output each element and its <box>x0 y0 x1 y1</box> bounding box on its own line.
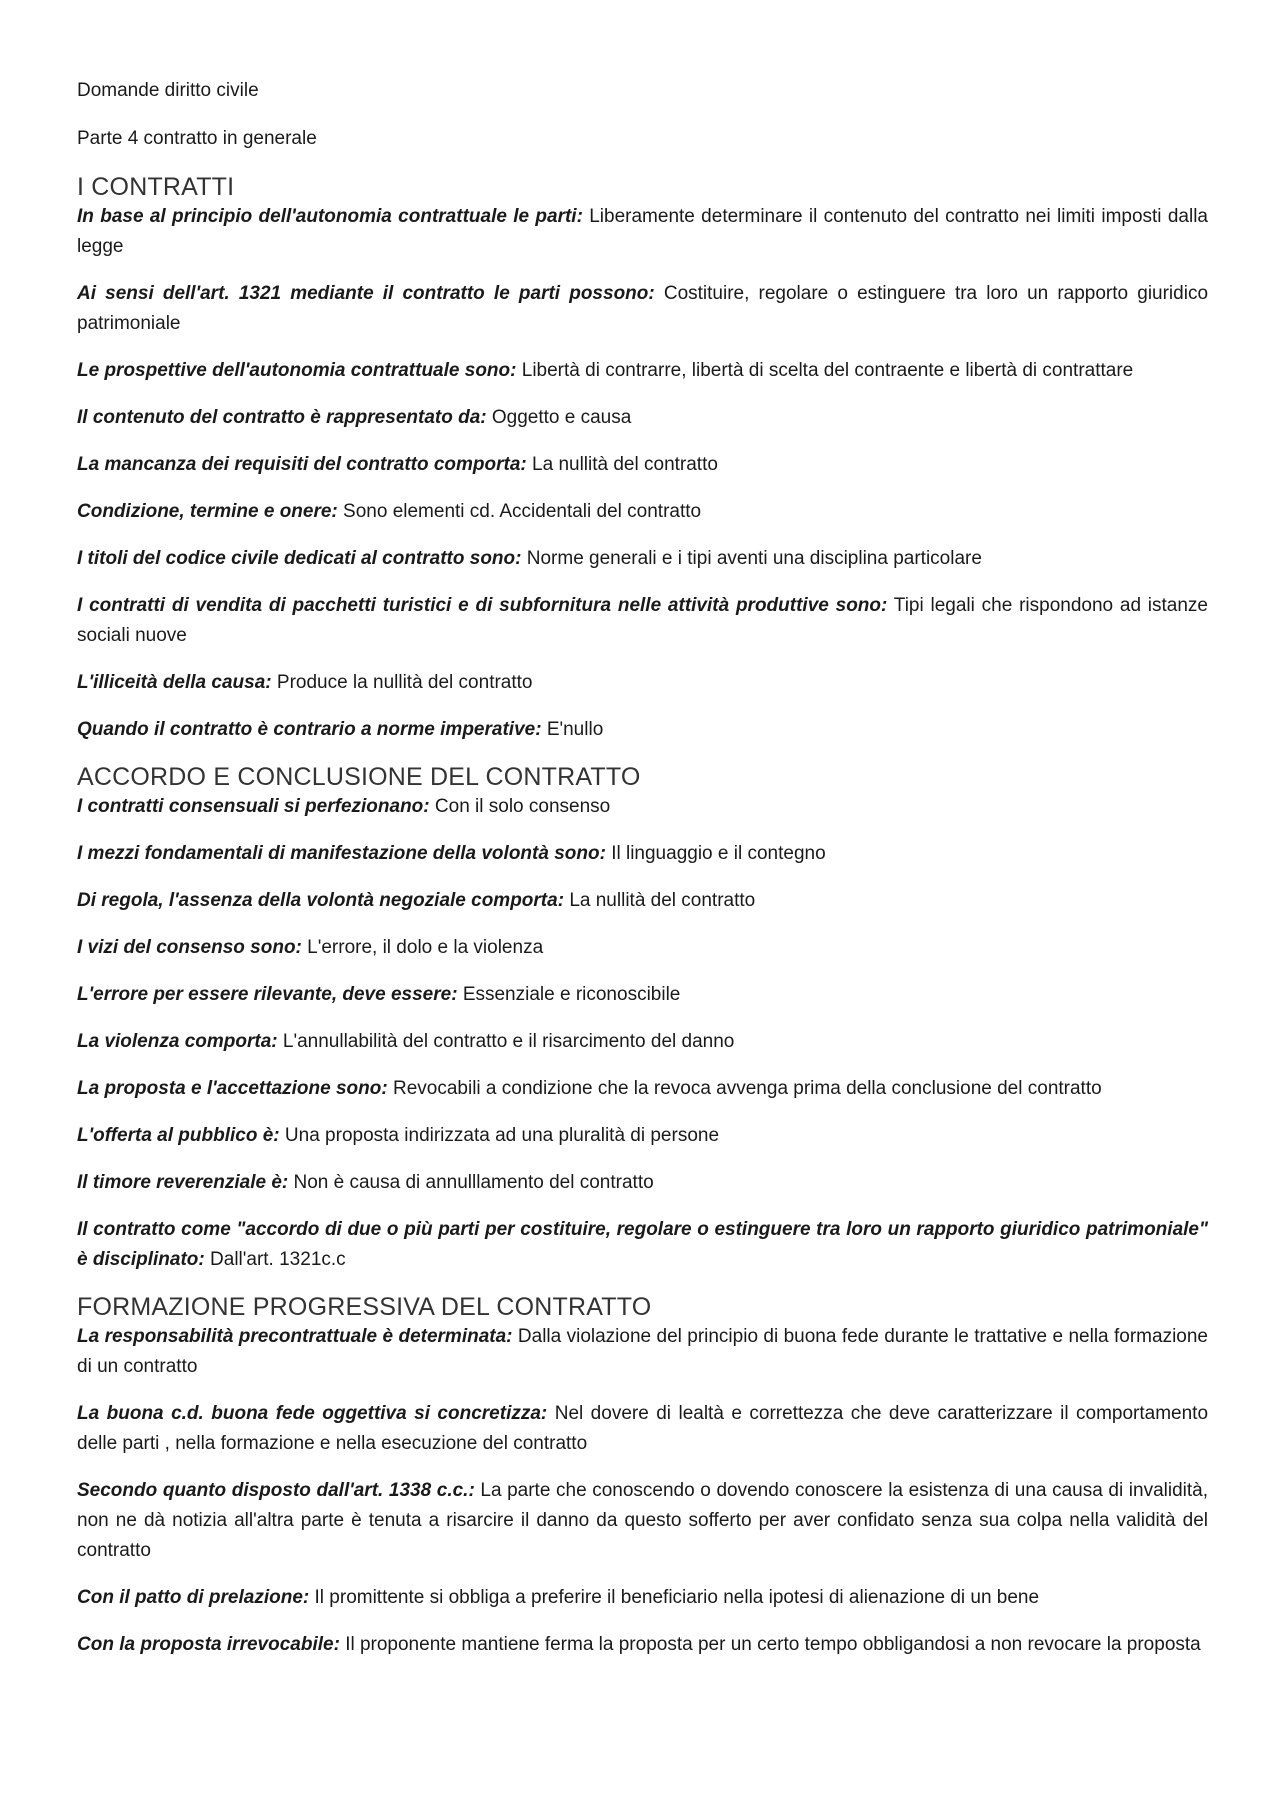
question-text: Secondo quanto disposto dall'art. 1338 c.c.: <box>77 1480 475 1501</box>
answer-text: Revocabili a condizione che la revoca avvenga prima della conclusione del contratto <box>392 1078 1102 1099</box>
qa-item <box>77 1074 1208 1104</box>
question-text: L'illiceità della causa: <box>77 672 272 693</box>
document-body <box>77 172 1208 1660</box>
answer-text: Liberamente determinare il contenuto del contratto nei limiti imposti dalla legge <box>77 206 1208 257</box>
qa-item <box>77 980 1208 1010</box>
question-text: Il timore reverenziale è: <box>77 1172 289 1193</box>
qa-item <box>77 1630 1208 1660</box>
qa-item <box>77 403 1208 433</box>
question-text: La proposta e l'accettazione sono: <box>77 1078 388 1099</box>
question-text: La buona c.d. buona fede oggettiva si concretizza: <box>77 1403 548 1424</box>
question-text: La responsabilità precontrattuale è determinata: <box>77 1326 513 1347</box>
answer-text: La parte che conoscendo o dovendo conoscere la esistenza di una causa di invalidità, non ne dà notizia all'altra parte è tenuta a risarcire il danno da questo sofferto per aver confidato senza sua colpa nella validità del contratto <box>77 1480 1208 1561</box>
question-text: Con il patto di prelazione: <box>77 1587 310 1608</box>
answer-text: Il proponente mantiene ferma la proposta per un certo tempo obbligandosi a non revocare la proposta <box>345 1634 1201 1655</box>
answer-text: Nel dovere di lealtà e correttezza che deve caratterizzare il comportamento delle parti , nella formazione e nella esecuzione del contratto <box>77 1403 1209 1454</box>
qa-item <box>77 1476 1208 1566</box>
question-text: Le prospettive dell'autonomia contrattuale sono: <box>77 360 517 381</box>
answer-text: L'errore, il dolo e la violenza <box>307 937 544 958</box>
section <box>77 762 1208 1275</box>
answer-text: Il linguaggio e il contegno <box>611 843 826 864</box>
section-heading: ACCORDO E CONCLUSIONE DEL CONTRATTO <box>77 763 641 791</box>
question-text: Con la proposta irrevocabile: <box>77 1634 340 1655</box>
answer-text: Libertà di contrarre, libertà di scelta del contraente e libertà di contrattare <box>521 360 1134 381</box>
answer-text: Il promittente si obbliga a preferire il beneficiario nella ipotesi di alienazione di un bene <box>314 1587 1040 1608</box>
answer-text: Essenziale e riconoscibile <box>462 984 681 1005</box>
answer-text: La nullità del contratto <box>532 454 718 475</box>
answer-text: Dalla violazione del principio di buona fede durante le trattative e nella formazione di un contratto <box>77 1326 1208 1377</box>
qa-item <box>77 1215 1208 1275</box>
qa-item <box>77 1027 1208 1057</box>
question-text: I contratti di vendita di pacchetti turistici e di subfornitura nelle attività produttive sono: <box>77 595 888 616</box>
qa-item <box>77 792 1208 822</box>
qa-item <box>77 279 1208 339</box>
section-heading: I CONTRATTI <box>77 173 235 201</box>
question-text: I mezzi fondamentali di manifestazione della volontà sono: <box>77 843 606 864</box>
answer-text: Sono elementi cd. Accidentali del contratto <box>343 501 702 522</box>
qa-item <box>77 933 1208 963</box>
document-title: Domande diritto civile <box>77 80 259 101</box>
answer-text: Con il solo consenso <box>434 796 611 817</box>
answer-text: E'nullo <box>546 719 604 740</box>
answer-text: Non è causa di annulllamento del contratto <box>293 1172 654 1193</box>
section <box>77 1292 1208 1660</box>
answer-text: L'annullabilità del contratto e il risarcimento del danno <box>282 1031 735 1052</box>
answer-text: Produce la nullità del contratto <box>276 672 533 693</box>
question-text: La violenza comporta: <box>77 1031 278 1052</box>
question-text: L'offerta al pubblico è: <box>77 1125 280 1146</box>
answer-text: Costituire, regolare o estinguere tra loro un rapporto giuridico patrimoniale <box>77 283 1209 334</box>
qa-item <box>77 886 1208 916</box>
answer-text: Norme generali e i tipi aventi una disciplina particolare <box>526 548 982 569</box>
qa-item <box>77 356 1208 386</box>
answer-text: Tipi legali che rispondono ad istanze sociali nuove <box>77 595 1209 646</box>
question-text: Quando il contratto è contrario a norme imperative: <box>77 719 542 740</box>
qa-item <box>77 1121 1208 1151</box>
question-text: Il contratto come "accordo di due o più parti per costituire, regolare o estinguere tra loro un rapporto giuridico patrimoniale" è disciplinato: <box>77 1219 1208 1270</box>
qa-item <box>77 497 1208 527</box>
question-text: I titoli del codice civile dedicati al contratto sono: <box>77 548 522 569</box>
qa-item <box>77 668 1208 698</box>
question-text: I vizi del consenso sono: <box>77 937 302 958</box>
qa-item <box>77 1399 1208 1459</box>
document-subtitle: Parte 4 contratto in generale <box>77 128 317 149</box>
qa-item <box>77 591 1208 651</box>
qa-item <box>77 1583 1208 1613</box>
question-text: Di regola, l'assenza della volontà negoziale comporta: <box>77 890 565 911</box>
question-text: La mancanza dei requisiti del contratto comporta: <box>77 454 527 475</box>
qa-item <box>77 1168 1208 1198</box>
question-text: I contratti consensuali si perfezionano: <box>77 796 430 817</box>
question-text: Il contenuto del contratto è rappresentato da: <box>77 407 487 428</box>
question-text: In base al principio dell'autonomia contrattuale le parti: <box>77 206 583 227</box>
section <box>77 172 1208 745</box>
answer-text: Dall'art. 1321c.c <box>210 1249 346 1270</box>
qa-item <box>77 715 1208 745</box>
question-text: Condizione, termine e onere: <box>77 501 338 522</box>
answer-text: Una proposta indirizzata ad una pluralità di persone <box>284 1125 720 1146</box>
answer-text: Oggetto e causa <box>491 407 632 428</box>
qa-item <box>77 202 1208 262</box>
question-text: L'errore per essere rilevante, deve essere: <box>77 984 458 1005</box>
answer-text: La nullità del contratto <box>569 890 756 911</box>
qa-item <box>77 450 1208 480</box>
question-text: Ai sensi dell'art. 1321 mediante il contratto le parti possono: <box>77 283 655 304</box>
qa-item <box>77 1322 1208 1382</box>
qa-item <box>77 544 1208 574</box>
section-heading: FORMAZIONE PROGRESSIVA DEL CONTRATTO <box>77 1293 652 1321</box>
qa-item <box>77 839 1208 869</box>
